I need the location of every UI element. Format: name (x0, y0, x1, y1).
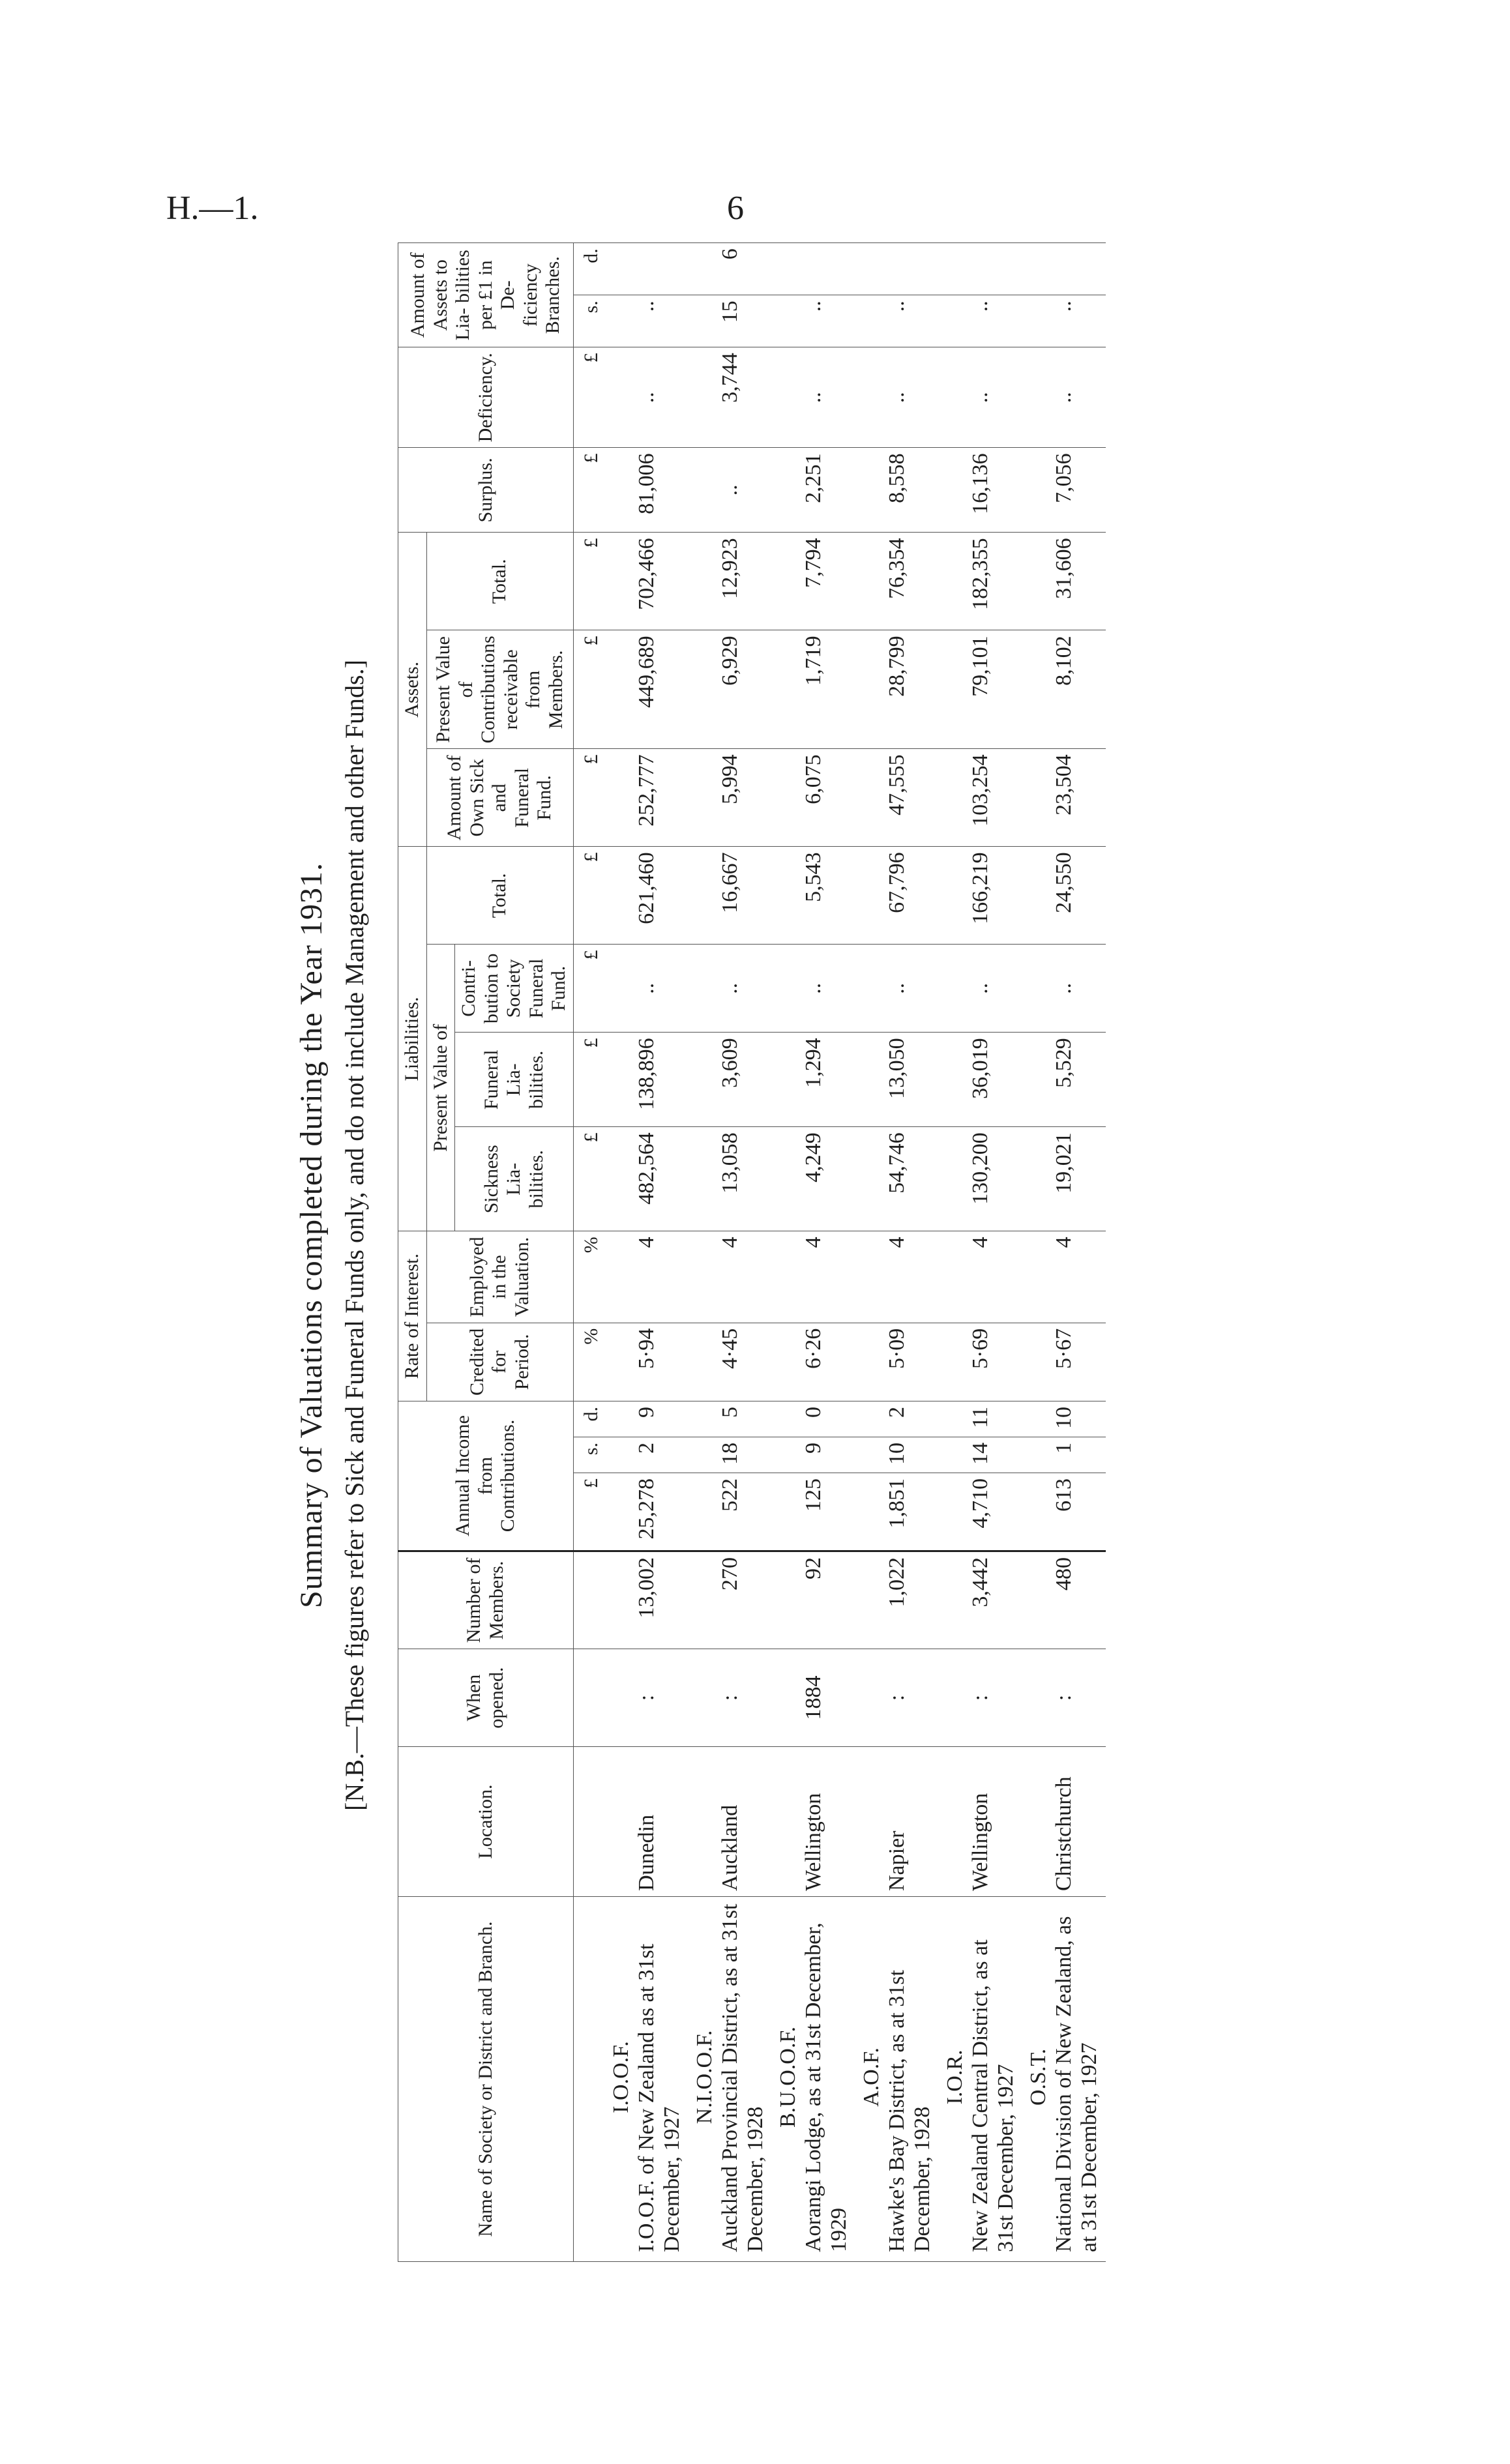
opened-cell: 1884 (772, 1649, 855, 1747)
unit-cell: £ (573, 749, 605, 847)
unit-cell: £ (573, 347, 605, 448)
unit-cell: £ (573, 945, 605, 1033)
deficiency-cell: .. (605, 347, 688, 448)
header-sickness: Sickness Lia- bilities. (455, 1127, 574, 1231)
header-funeral: Funeral Lia- bilities. (455, 1033, 574, 1127)
deficiency-cell: .. (1022, 347, 1106, 448)
own-funds-cell: 103,254 (939, 749, 1022, 847)
unit-cell: £ (573, 1127, 605, 1231)
income-d-cell: 0 (772, 1401, 855, 1437)
header-pv-contrib: Present Value of Contributions receivable from Members. (426, 630, 573, 749)
header-assets: Assets. (398, 533, 427, 847)
surplus-cell: 7,056 (1022, 448, 1106, 533)
page-reference: H.—1. (166, 190, 259, 227)
rate-employed-cell: 4 (688, 1231, 772, 1323)
contribution-cell: .. (605, 945, 688, 1033)
header-amount-assets: Amount of Assets to Lia- bilities per £1 in De- ficiency Branches. (398, 243, 574, 347)
header-row-1 (398, 243, 427, 2262)
header-assets-total: Total. (426, 533, 573, 630)
members-cell: 3,442 (939, 1551, 1022, 1649)
income-l-cell: 613 (1022, 1473, 1106, 1551)
income-l-cell: 25,278 (605, 1473, 688, 1551)
income-s-cell: 1 (1022, 1437, 1106, 1473)
members-cell: 92 (772, 1551, 855, 1649)
deficiency-cell: .. (772, 347, 855, 448)
header-own-funds: Amount of Own Sick and Funeral Fund. (426, 749, 573, 847)
location-cell: Christchurch (1022, 1747, 1106, 1897)
header-rate-credited: Credited for Period. (426, 1323, 573, 1401)
contribution-cell: .. (939, 945, 1022, 1033)
society-name-cell (772, 1897, 855, 2262)
assets-total-cell: 702,466 (605, 533, 688, 630)
unit-cell: % (573, 1231, 605, 1323)
location-cell: Wellington (939, 1747, 1022, 1897)
header-name: Name of Society or District and Branch. (398, 1897, 574, 2262)
unit-cell: £ (573, 448, 605, 533)
unit-cell: d. (573, 243, 605, 295)
surplus-cell: 2,251 (772, 448, 855, 533)
funeral-cell: 36,019 (939, 1033, 1022, 1127)
rate-employed-cell: 4 (939, 1231, 1022, 1323)
header-rate-group: Rate of Interest. (398, 1231, 427, 1401)
header-members: Number of Members. (398, 1551, 574, 1649)
unit-cell: s. (573, 1437, 605, 1473)
income-d-cell: 9 (605, 1401, 688, 1437)
liab-total-cell: 621,460 (605, 847, 688, 945)
society-label: O.S.T. (1026, 2048, 1050, 2106)
header-opened: When opened. (398, 1649, 574, 1747)
table-row (855, 243, 939, 2262)
society-label: I.O.R. (942, 2049, 967, 2105)
header-surplus: Surplus. (398, 448, 574, 533)
assets-total-cell: 31,606 (1022, 533, 1106, 630)
income-l-cell: 1,851 (855, 1473, 939, 1551)
income-d-cell: 10 (1022, 1401, 1106, 1437)
branch-label: I.O.O.F. of New Zealand as at 31st December, 1927 (634, 1943, 685, 2252)
income-s-cell: 10 (855, 1437, 939, 1473)
contribution-cell: .. (855, 945, 939, 1033)
sickness-cell: 19,021 (1022, 1127, 1106, 1231)
opened-cell: : (605, 1649, 688, 1747)
rate-employed-cell: 4 (605, 1231, 688, 1323)
own-funds-cell: 5,994 (688, 749, 772, 847)
sickness-cell: 54,746 (855, 1127, 939, 1231)
table-row (605, 243, 688, 2262)
society-name-cell (1022, 1897, 1106, 2262)
surplus-cell: 16,136 (939, 448, 1022, 533)
assets-total-cell: 182,355 (939, 533, 1022, 630)
amount-s-cell: 15 (688, 295, 772, 347)
amount-d-cell (1022, 243, 1106, 295)
society-name-cell (605, 1897, 688, 2262)
sickness-cell: 4,249 (772, 1127, 855, 1231)
funeral-cell: 13,050 (855, 1033, 939, 1127)
own-funds-cell: 47,555 (855, 749, 939, 847)
unit-cell: d. (573, 1401, 605, 1437)
income-d-cell: 11 (939, 1401, 1022, 1437)
rate-employed-cell: 4 (855, 1231, 939, 1323)
members-cell: 1,022 (855, 1551, 939, 1649)
header-contribution: Contri- bution to Society Funeral Fund. (455, 945, 574, 1033)
pv-contrib-cell: 8,102 (1022, 630, 1106, 749)
unit-cell: s. (573, 295, 605, 347)
members-cell: 480 (1022, 1551, 1106, 1649)
page-number: 6 (727, 190, 744, 227)
opened-cell: : (939, 1649, 1022, 1747)
rate-credited-cell: 5·67 (1022, 1323, 1106, 1401)
members-cell: 13,002 (605, 1551, 688, 1649)
branch-label: National Division of New Zealand, as at 31st December, 1927 (1051, 1916, 1102, 2252)
contribution-cell: .. (1022, 945, 1106, 1033)
rate-employed-cell: 4 (1022, 1231, 1106, 1323)
unit-cell: £ (573, 1033, 605, 1127)
pv-contrib-cell: 28,799 (855, 630, 939, 749)
table-row (939, 243, 1022, 2262)
amount-d-cell (605, 243, 688, 295)
society-label: N.I.O.O.F. (692, 2030, 717, 2124)
contribution-cell: .. (772, 945, 855, 1033)
liab-total-cell: 5,543 (772, 847, 855, 945)
surplus-cell: 8,558 (855, 448, 939, 533)
liab-total-cell: 24,550 (1022, 847, 1106, 945)
header-present-value: Present Value of (426, 945, 455, 1231)
surplus-cell: .. (688, 448, 772, 533)
rate-credited-cell: 5·09 (855, 1323, 939, 1401)
contribution-cell: .. (688, 945, 772, 1033)
deficiency-cell: 3,744 (688, 347, 772, 448)
amount-s-cell: .. (939, 295, 1022, 347)
units-row (573, 243, 605, 2262)
members-cell: 270 (688, 1551, 772, 1649)
society-label: I.O.O.F. (608, 2041, 633, 2113)
location-cell: Auckland (688, 1747, 772, 1897)
society-name-cell (939, 1897, 1022, 2262)
table-row (688, 243, 772, 2262)
header-income: Annual Income from Contributions. (398, 1401, 574, 1551)
assets-total-cell: 76,354 (855, 533, 939, 630)
unit-cell: % (573, 1323, 605, 1401)
pv-contrib-cell: 6,929 (688, 630, 772, 749)
sickness-cell: 482,564 (605, 1127, 688, 1231)
income-s-cell: 9 (772, 1437, 855, 1473)
rate-employed-cell: 4 (772, 1231, 855, 1323)
unit-cell: £ (573, 1473, 605, 1551)
opened-cell: : (855, 1649, 939, 1747)
funeral-cell: 5,529 (1022, 1033, 1106, 1127)
assets-total-cell: 12,923 (688, 533, 772, 630)
header-location: Location. (398, 1747, 574, 1897)
society-name-cell (855, 1897, 939, 2262)
income-s-cell: 2 (605, 1437, 688, 1473)
table-row (1022, 243, 1106, 2262)
income-l-cell: 4,710 (939, 1473, 1022, 1551)
income-l-cell: 125 (772, 1473, 855, 1551)
header-liabilities: Liabilities. (398, 847, 427, 1231)
income-d-cell: 5 (688, 1401, 772, 1437)
location-cell: Napier (855, 1747, 939, 1897)
society-name-cell (688, 1897, 772, 2262)
funeral-cell: 138,896 (605, 1033, 688, 1127)
branch-label: Hawke's Bay District, as at 31st December, 1928 (884, 1970, 935, 2252)
surplus-cell: 81,006 (605, 448, 688, 533)
pv-contrib-cell: 449,689 (605, 630, 688, 749)
income-s-cell: 18 (688, 1437, 772, 1473)
funeral-cell: 3,609 (688, 1033, 772, 1127)
valuations-table (398, 242, 1106, 2262)
amount-s-cell: .. (1022, 295, 1106, 347)
income-s-cell: 14 (939, 1437, 1022, 1473)
own-funds-cell: 6,075 (772, 749, 855, 847)
income-d-cell: 2 (855, 1401, 939, 1437)
amount-d-cell (939, 243, 1022, 295)
income-l-cell: 522 (688, 1473, 772, 1551)
table-row (772, 243, 855, 2262)
society-label: A.O.F. (859, 2047, 883, 2107)
rate-credited-cell: 4·45 (688, 1323, 772, 1401)
amount-s-cell: .. (605, 295, 688, 347)
sickness-cell: 13,058 (688, 1127, 772, 1231)
branch-label: Aorangi Lodge, as at 31st December, 1929 (801, 1922, 851, 2252)
opened-cell: : (688, 1649, 772, 1747)
rotated-table-sheet (261, 78, 1500, 2392)
header-liab-total: Total. (426, 847, 573, 945)
location-cell: Dunedin (605, 1747, 688, 1897)
liab-total-cell: 67,796 (855, 847, 939, 945)
unit-cell: £ (573, 630, 605, 749)
society-label: B.U.O.O.F. (775, 2026, 800, 2128)
amount-d-cell: 6 (688, 243, 772, 295)
own-funds-cell: 252,777 (605, 749, 688, 847)
amount-s-cell: .. (855, 295, 939, 347)
amount-d-cell (855, 243, 939, 295)
rate-credited-cell: 5·69 (939, 1323, 1022, 1401)
liab-total-cell: 166,219 (939, 847, 1022, 945)
pv-contrib-cell: 1,719 (772, 630, 855, 749)
sickness-cell: 130,200 (939, 1127, 1022, 1231)
unit-cell: £ (573, 533, 605, 630)
amount-d-cell (772, 243, 855, 295)
header-deficiency: Deficiency. (398, 347, 574, 448)
rate-credited-cell: 5·94 (605, 1323, 688, 1401)
deficiency-cell: .. (939, 347, 1022, 448)
unit-cell: £ (573, 847, 605, 945)
location-cell: Wellington (772, 1747, 855, 1897)
deficiency-cell: .. (855, 347, 939, 448)
branch-label: Auckland Provincial District, as at 31st December, 1928 (717, 1903, 768, 2252)
amount-s-cell: .. (772, 295, 855, 347)
table-title: Summary of Valuations completed during the Year 1931. (294, 862, 329, 1608)
assets-total-cell: 7,794 (772, 533, 855, 630)
pv-contrib-cell: 79,101 (939, 630, 1022, 749)
branch-label: New Zealand Central District, as at 31st December, 1927 (968, 1939, 1018, 2252)
opened-cell: : (1022, 1649, 1106, 1747)
table-note: [N.B.—These figures refer to Sick and Funeral Funds only, and do not include Management and other Funds.] (340, 660, 369, 1811)
own-funds-cell: 23,504 (1022, 749, 1106, 847)
rate-credited-cell: 6·26 (772, 1323, 855, 1401)
liab-total-cell: 16,667 (688, 847, 772, 945)
header-rate-employed: Employed in the Valuation. (426, 1231, 573, 1323)
funeral-cell: 1,294 (772, 1033, 855, 1127)
